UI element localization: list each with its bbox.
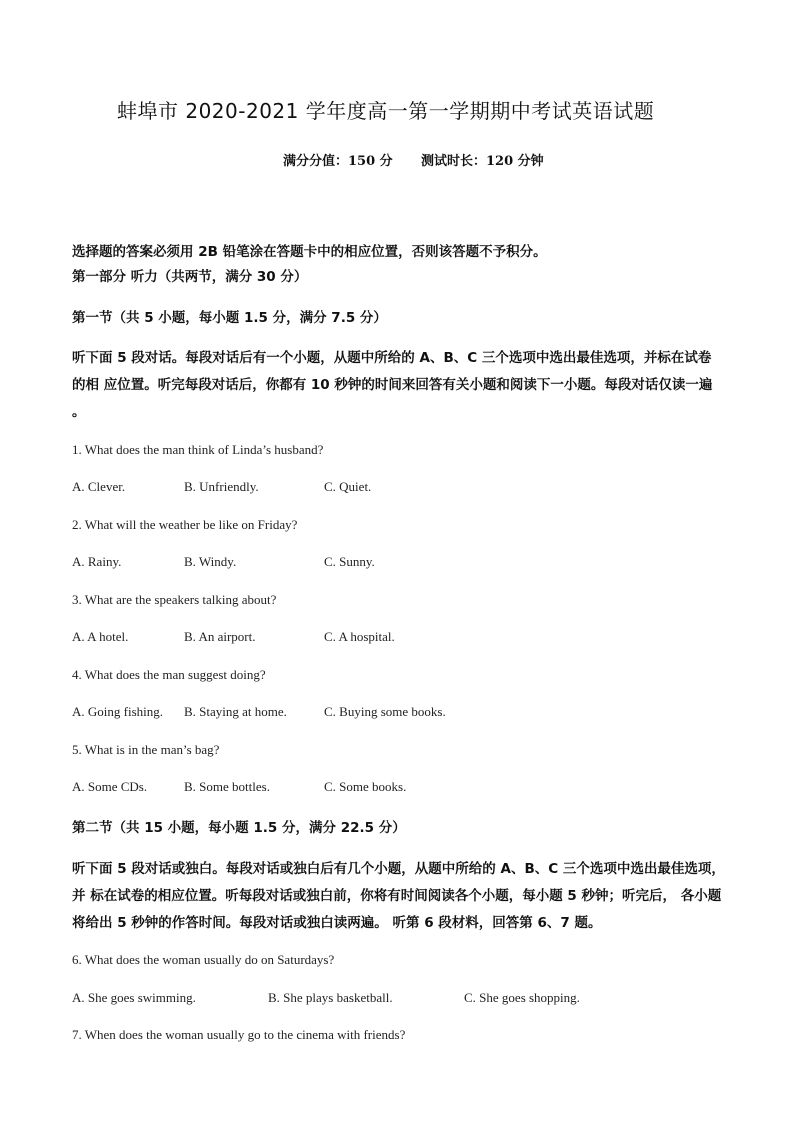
option-c: C. Buying some books. [324,704,446,719]
question-text: 4. What does the man suggest doing? [72,667,266,682]
section1-instruction-line: 听下面 5 段对话。每段对话后有一个小题，从题中所给的 A、B、C 三个选项中选出最佳选项，并标在试卷 [72,350,712,366]
option-c: C. Quiet. [324,479,372,494]
option-a: A. She goes swimming. [72,990,196,1005]
section2-instruction-line: 并 标在试卷的相应位置。听每段对话或独白前，你将有时间阅读各个小题，每小题 5 秒钟；听完后， 各小题 [72,888,722,904]
option-c: C. A hospital. [324,629,395,644]
answer-notice: 选择题的答案必须用 2B 铅笔涂在答题卡中的相应位置，否则该答题不予积分。 [72,244,547,260]
question-text: 5. What is in the man’s bag? [72,742,220,757]
full-score-text: 满分分值：150 分 [283,154,393,169]
section1-heading: 第一节（共 5 小题，每小题 1.5 分，满分 7.5 分） [72,310,387,326]
option-b: B. Some bottles. [184,779,270,794]
option-a: A. A hotel. [72,629,129,644]
option-a: A. Clever. [72,479,126,494]
section2-instruction-line: 将给出 5 秒钟的作答时间。每段对话或独白读两遍。 听第 6 段材料，回答第 6、7 题。 [72,915,602,931]
question-text: 7. When does the woman usually go to the cinema with friends? [72,1027,406,1042]
section2-heading: 第二节（共 15 小题，每小题 1.5 分，满分 22.5 分） [72,820,406,836]
option-b: B. She plays basketball. [268,990,393,1005]
part1-heading: 第一部分 听力（共两节，满分 30 分） [72,269,308,285]
option-a: A. Some CDs. [72,779,148,794]
question-text: 6. What does the woman usually do on Saturdays? [72,952,335,967]
section2-instruction-line: 听下面 5 段对话或独白。每段对话或独白后有几个小题，从题中所给的 A、B、C 三个选项中选出最佳选项， [72,861,725,877]
question-text: 3. What are the speakers talking about? [72,592,277,607]
duration-text: 测试时长：120 分钟 [421,154,544,169]
option-b: B. Windy. [184,554,237,569]
option-a: A. Rainy. [72,554,122,569]
option-c: C. She goes shopping. [464,990,580,1005]
option-b: B. Staying at home. [184,704,287,719]
page-title: 蚌埠市 2020-2021 学年度高一第一学期期中考试英语试题 [117,99,655,123]
option-b: B. Unfriendly. [184,479,259,494]
section1-instruction-line: 的相 应位置。听完每段对话后，你都有 10 秒钟的时间来回答有关小题和阅读下一小题。每段对话仅读一遍 [72,377,713,393]
option-c: C. Sunny. [324,554,375,569]
question-text: 2. What will the weather be like on Friday? [72,517,298,532]
section1-instruction-line: 。 [72,404,86,420]
option-c: C. Some books. [324,779,407,794]
question-text: 1. What does the man think of Linda’s husband? [72,442,324,457]
option-b: B. An airport. [184,629,256,644]
option-a: A. Going fishing. [72,704,163,719]
